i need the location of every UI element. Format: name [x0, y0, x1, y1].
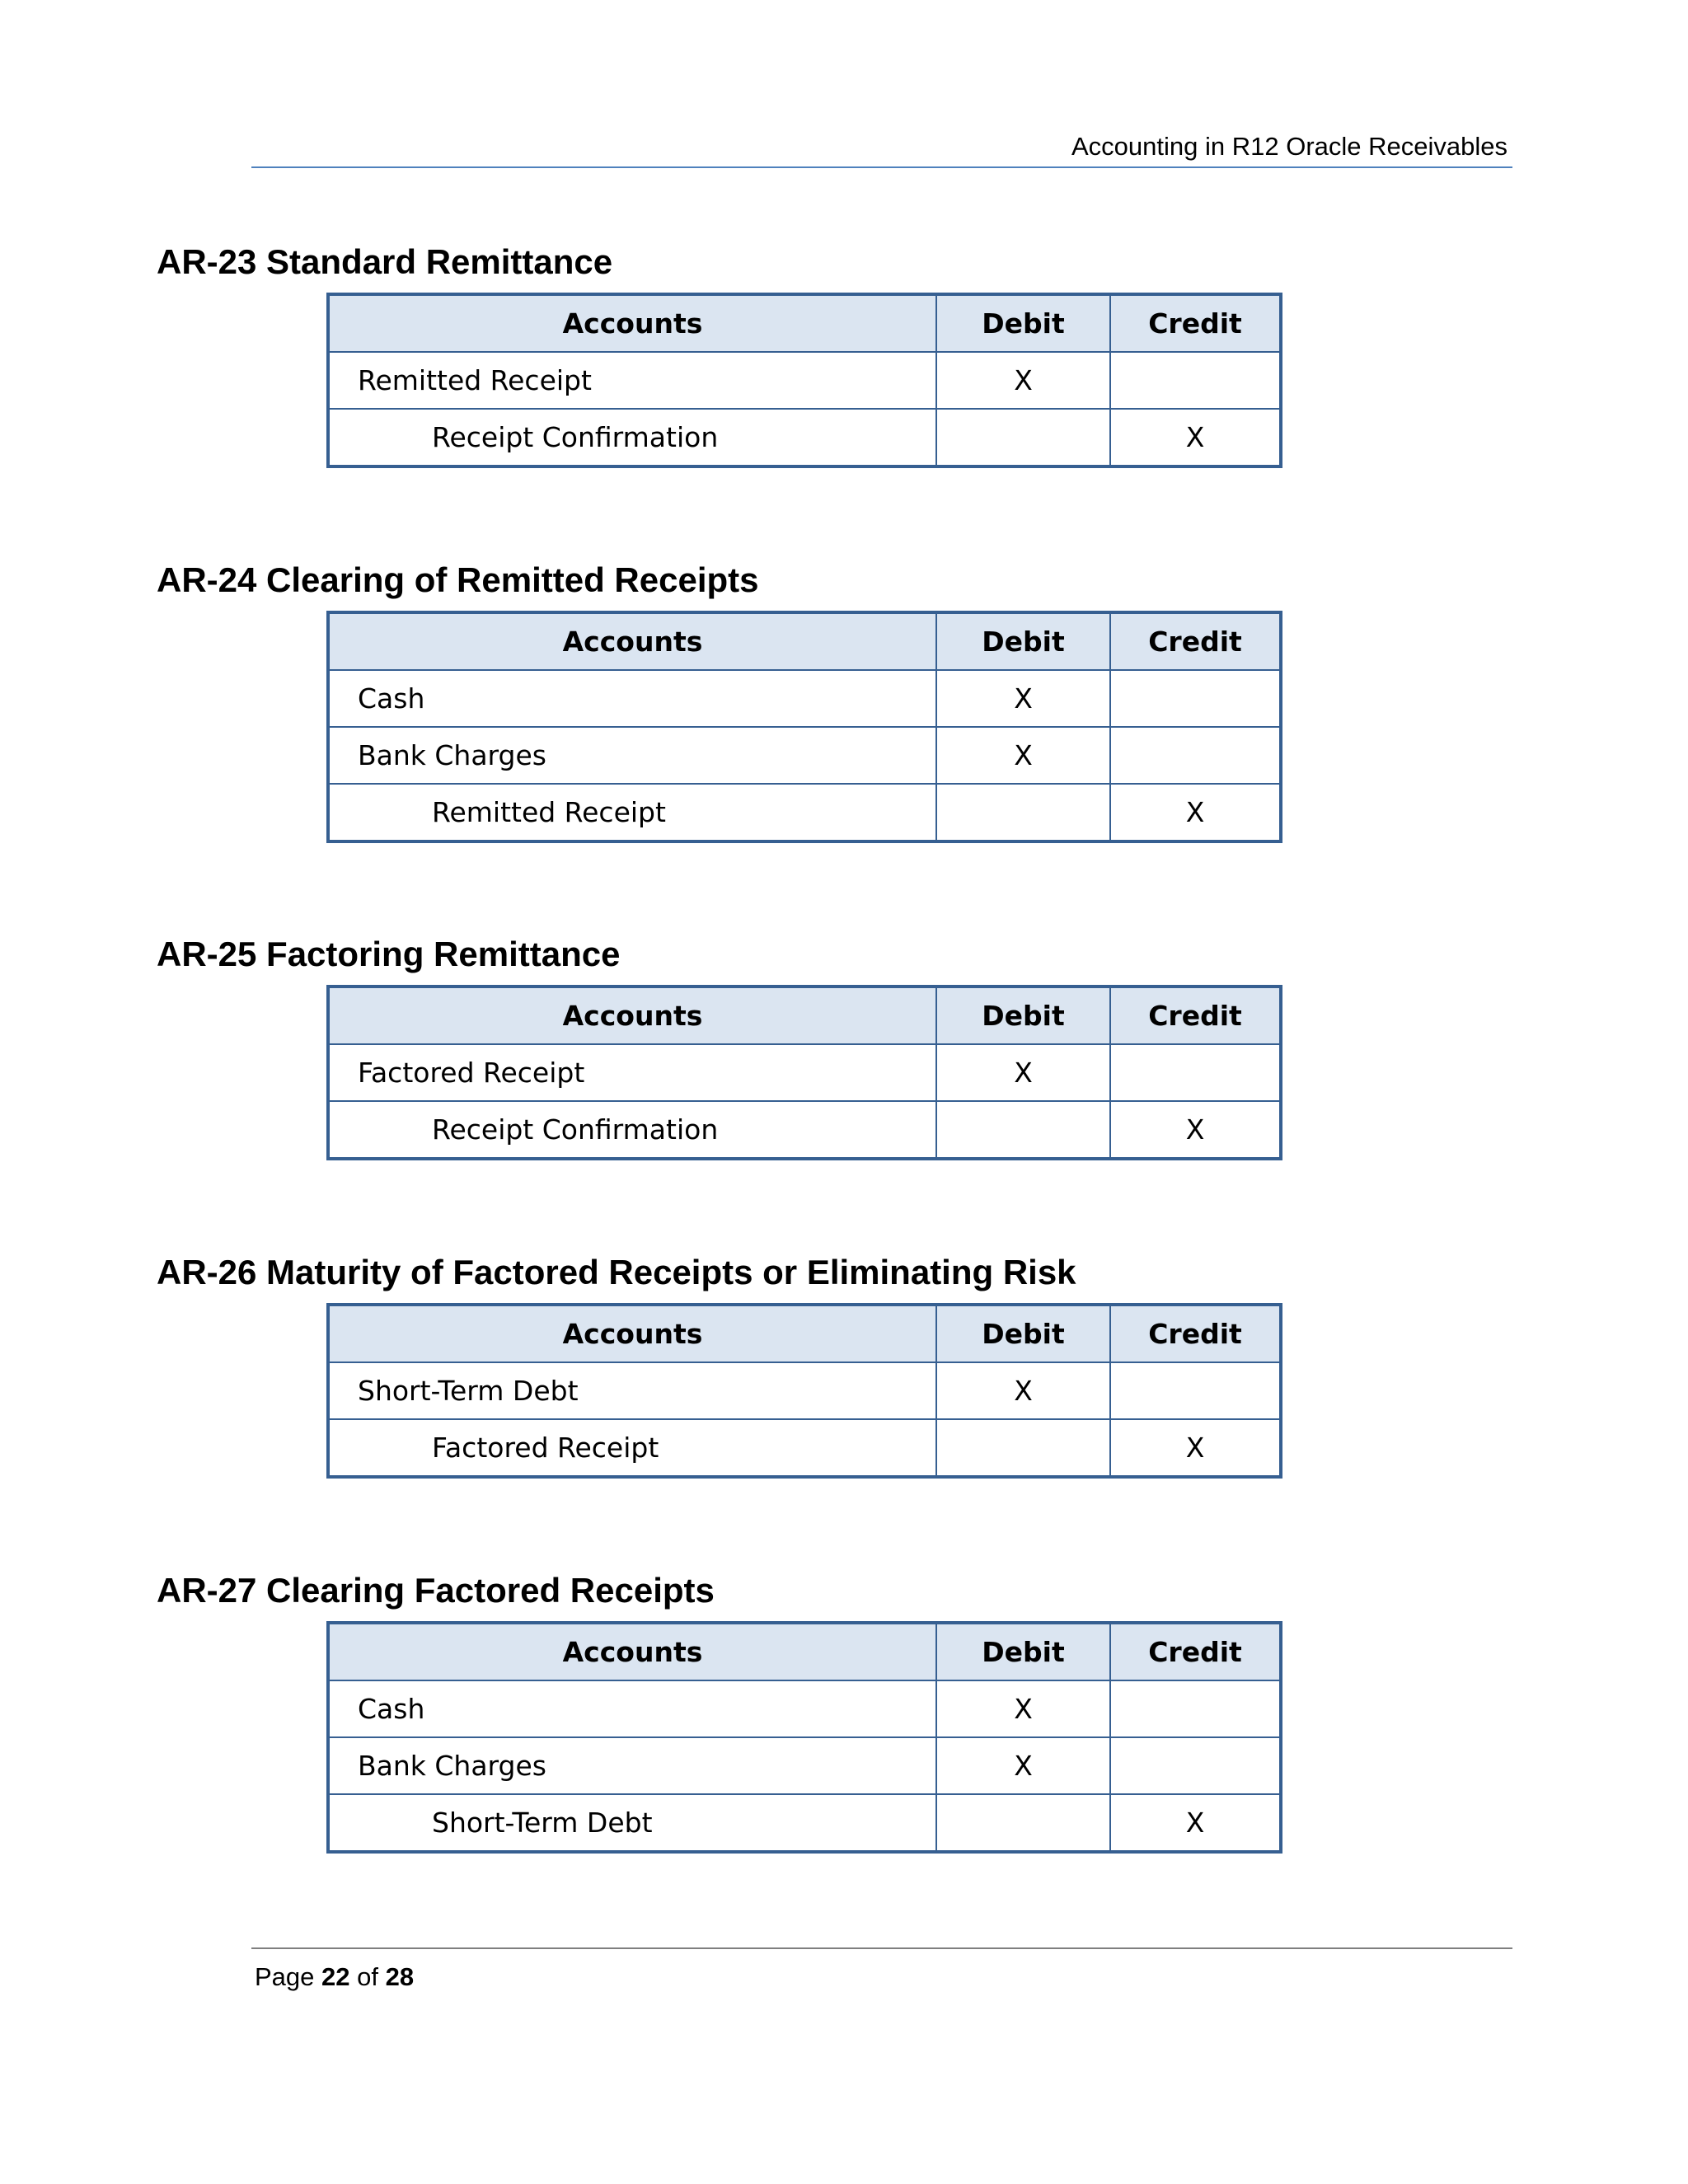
credit-cell [1110, 1044, 1281, 1101]
table-row [328, 1362, 1281, 1419]
current-page-number: 22 [321, 1962, 350, 1991]
table-row [328, 1680, 1281, 1737]
credit-cell [1110, 670, 1281, 727]
debit-cell: X [936, 352, 1110, 409]
account-cell: Bank Charges [328, 727, 936, 784]
accounts-column-header: Accounts [328, 1623, 936, 1680]
account-cell: Receipt Confirmation [328, 1101, 936, 1159]
credit-column-header: Credit [1110, 1623, 1281, 1680]
credit-cell [1110, 727, 1281, 784]
accounts-column-header: Accounts [328, 612, 936, 670]
section-title: AR-26 Maturity of Factored Receipts or Eliminating Risk [157, 1253, 1076, 1291]
table-header-row [328, 1623, 1281, 1680]
account-cell: Bank Charges [328, 1737, 936, 1794]
debit-cell [936, 784, 1110, 841]
account-cell: Receipt Confirmation [328, 409, 936, 466]
account-cell: Remitted Receipt [328, 784, 936, 841]
credit-cell: X [1110, 1419, 1281, 1477]
section-title: AR-27 Clearing Factored Receipts [157, 1571, 715, 1610]
credit-cell: X [1110, 1794, 1281, 1852]
debit-cell: X [936, 1737, 1110, 1794]
credit-cell [1110, 1680, 1281, 1737]
table-row [328, 352, 1281, 409]
credit-cell: X [1110, 409, 1281, 466]
account-cell: Short-Term Debt [328, 1362, 936, 1419]
accounts-column-header: Accounts [328, 987, 936, 1044]
table-header-row [328, 294, 1281, 352]
credit-column-header: Credit [1110, 294, 1281, 352]
table-row [328, 670, 1281, 727]
debit-cell [936, 1101, 1110, 1159]
table-row [328, 1044, 1281, 1101]
account-cell: Cash [328, 670, 936, 727]
account-cell: Short-Term Debt [328, 1794, 936, 1852]
debit-cell: X [936, 1044, 1110, 1101]
table-header-row [328, 612, 1281, 670]
document-title: Accounting in R12 Oracle Receivables [1071, 132, 1507, 161]
account-cell: Remitted Receipt [328, 352, 936, 409]
journal-entry-table [326, 1621, 1282, 1854]
credit-column-header: Credit [1110, 987, 1281, 1044]
page-number [255, 1962, 414, 1992]
debit-cell [936, 409, 1110, 466]
account-cell: Factored Receipt [328, 1044, 936, 1101]
debit-column-header: Debit [936, 987, 1110, 1044]
running-header [251, 130, 1512, 168]
debit-column-header: Debit [936, 294, 1110, 352]
credit-column-header: Credit [1110, 1305, 1281, 1362]
account-cell: Cash [328, 1680, 936, 1737]
table-row [328, 1101, 1281, 1159]
debit-cell [936, 1419, 1110, 1477]
journal-entry-table [326, 293, 1282, 468]
credit-cell: X [1110, 784, 1281, 841]
credit-cell: X [1110, 1101, 1281, 1159]
total-pages: 28 [385, 1962, 415, 1991]
table-row [328, 727, 1281, 784]
table-row [328, 784, 1281, 841]
journal-entry-table [326, 985, 1282, 1160]
table-row [328, 1419, 1281, 1477]
section-title: AR-25 Factoring Remittance [157, 935, 621, 973]
journal-entry-table [326, 611, 1282, 843]
credit-cell [1110, 1362, 1281, 1419]
debit-cell [936, 1794, 1110, 1852]
of-word: of [357, 1962, 378, 1991]
page-word: Page [255, 1962, 315, 1991]
section-title: AR-24 Clearing of Remitted Receipts [157, 560, 759, 599]
journal-entry-table [326, 1303, 1282, 1479]
table-row [328, 1794, 1281, 1852]
section-title: AR-23 Standard Remittance [157, 242, 613, 281]
table-row [328, 409, 1281, 466]
debit-cell: X [936, 727, 1110, 784]
credit-column-header: Credit [1110, 612, 1281, 670]
accounts-column-header: Accounts [328, 294, 936, 352]
debit-cell: X [936, 670, 1110, 727]
credit-cell [1110, 352, 1281, 409]
table-row [328, 1737, 1281, 1794]
debit-column-header: Debit [936, 1305, 1110, 1362]
table-header-row [328, 987, 1281, 1044]
debit-column-header: Debit [936, 1623, 1110, 1680]
account-cell: Factored Receipt [328, 1419, 936, 1477]
accounts-column-header: Accounts [328, 1305, 936, 1362]
debit-cell: X [936, 1680, 1110, 1737]
table-header-row [328, 1305, 1281, 1362]
debit-column-header: Debit [936, 612, 1110, 670]
credit-cell [1110, 1737, 1281, 1794]
debit-cell: X [936, 1362, 1110, 1419]
running-footer [251, 1947, 1512, 1991]
